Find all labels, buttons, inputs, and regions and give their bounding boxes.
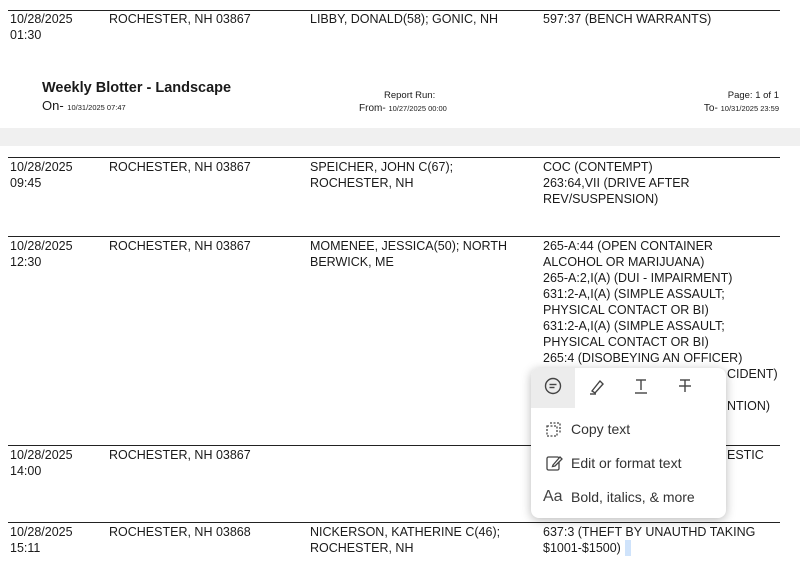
to-value: 10/31/2025 23:59: [720, 104, 779, 113]
format-text-menu-item[interactable]: [531, 481, 726, 513]
highlighter-icon: [587, 376, 607, 401]
charges-cell[interactable]: 637:3 (THEFT BY UNAUTHD TAKING $1001-$1500): [543, 525, 756, 555]
text-context-menu: [531, 368, 726, 518]
location-cell: ROCHESTER, NH 03867: [109, 239, 251, 253]
page-separator: [0, 128, 800, 146]
report-to: [704, 103, 779, 114]
date-cell: 10/28/2025 14:00: [10, 448, 73, 478]
location-cell: ROCHESTER, NH 03868: [109, 525, 251, 539]
copy-text-menu-item[interactable]: [531, 413, 726, 445]
row-divider: [8, 522, 780, 523]
name-cell: MOMENEE, JESSICA(50); NORTH BERWICK, ME: [310, 239, 508, 269]
charges-cell: COC (CONTEMPT) 263:64,VII (DRIVE AFTER REV/SUSPENSION): [543, 160, 690, 206]
comment-icon: [543, 376, 563, 401]
report-run-label: Report Run:: [384, 90, 436, 101]
location-cell: ROCHESTER, NH 03867: [109, 160, 251, 174]
report-page: [728, 90, 779, 101]
format-text-label: Bold, italics, & more: [571, 489, 695, 505]
from-value: 10/27/2025 00:00: [388, 104, 447, 113]
report-title: Weekly Blotter - Landscape: [42, 80, 232, 96]
charges-fragment: NTION): [727, 399, 771, 413]
name-cell: LIBBY, DONALD(58); GONIC, NH: [310, 12, 499, 26]
charges-fragment: ESTIC: [727, 448, 764, 462]
location-cell: ROCHESTER, NH 03867: [109, 12, 251, 26]
to-label: To-: [703, 103, 718, 114]
charges-cell: 597:37 (BENCH WARRANTS): [543, 12, 712, 26]
row-divider: [8, 157, 780, 158]
charges-cell: 265-A:44 (OPEN CONTAINER ALCOHOL OR MARIJUANA) 265-A:2,I(A) (DUI - IMPAIRMENT) 631:2-A,I(A) (SIMPLE ASSAULT; PHYSICAL CONTACT OR BI) 631:2-A,I(A) (SIMPLE ASSAULT; PHYSICAL CONTACT OR BI) 265:4 (DISOBEYING AN OFFICER): [543, 239, 743, 365]
charges-fragment: CIDENT): [727, 367, 778, 381]
underline-button[interactable]: [619, 368, 663, 408]
edit-text-label: Edit or format text: [571, 455, 682, 471]
name-cell: NICKERSON, KATHERINE C(46); ROCHESTER, NH: [310, 525, 501, 555]
copy-text-label: Copy text: [571, 421, 631, 437]
on-value: 10/31/2025 07:47: [67, 103, 126, 112]
on-label: On-: [42, 98, 64, 113]
edit-text-menu-item[interactable]: [531, 447, 726, 479]
row-divider: [8, 236, 780, 237]
highlight-button[interactable]: [575, 368, 619, 408]
date-cell: 10/28/2025 12:30: [10, 239, 73, 269]
report-on: [42, 98, 126, 113]
annotation-toolbar: [531, 368, 726, 408]
page-label: Page:: [727, 90, 753, 101]
comment-button[interactable]: [531, 368, 575, 408]
font-aa-icon: Aa: [543, 488, 563, 505]
copy-icon: [543, 419, 565, 439]
location-cell: ROCHESTER, NH 03867: [109, 448, 251, 462]
text-selection-highlight: [625, 540, 631, 556]
page-top: [0, 0, 800, 128]
underline-icon: [631, 376, 651, 401]
strikethrough-button[interactable]: [663, 368, 707, 408]
date-cell: 10/28/2025 15:11: [10, 525, 73, 555]
report-from: [359, 103, 447, 114]
strikethrough-icon: [675, 376, 695, 401]
from-label: From-: [359, 103, 386, 114]
date-cell: 10/28/2025 01:30: [10, 12, 73, 42]
date-cell: 10/28/2025 09:45: [10, 160, 73, 190]
page-value: 1 of 1: [755, 90, 779, 101]
name-cell: SPEICHER, JOHN C(67); ROCHESTER, NH: [310, 160, 454, 190]
edit-text-icon: [543, 453, 565, 473]
